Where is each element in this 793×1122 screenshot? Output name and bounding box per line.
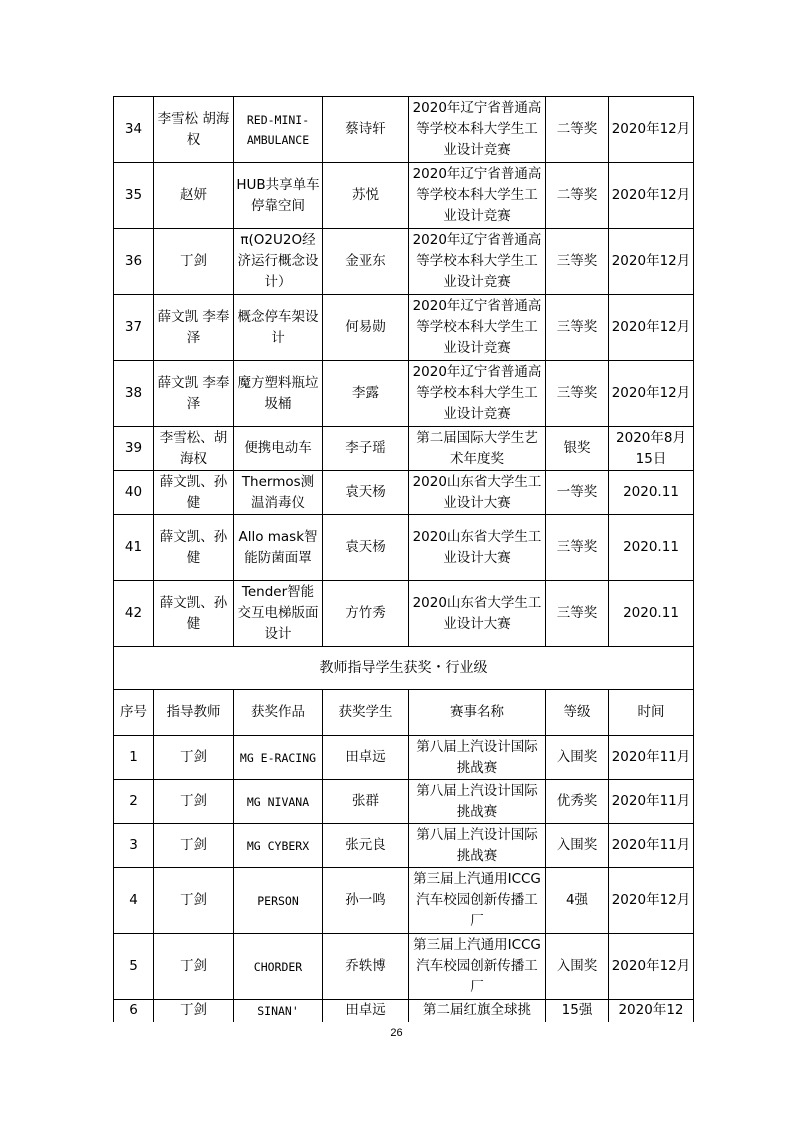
industry-section	[114, 647, 694, 736]
cell-contest: 第八届上汽设计国际挑战赛	[409, 736, 546, 780]
header-time: 时间	[609, 690, 694, 736]
cell-work: 魔方塑料瓶垃圾桶	[234, 361, 323, 427]
cell-student: 孙一鸣	[323, 868, 409, 934]
cell-contest: 2020山东省大学生工业设计大赛	[409, 471, 546, 515]
cell-contest: 2020年辽宁省普通高等学校本科大学生工业设计竞赛	[409, 163, 546, 229]
cell-teacher: 丁剑	[154, 229, 234, 295]
cell-time: 2020年12月	[609, 361, 694, 427]
table-row	[114, 824, 694, 868]
cell-level: 入围奖	[546, 934, 609, 1000]
header-teacher: 指导教师	[154, 690, 234, 736]
cell-teacher: 丁剑	[154, 780, 234, 824]
cell-time: 2020年12月	[609, 868, 694, 934]
cell-teacher: 丁剑	[154, 868, 234, 934]
cell-time: 2020年8月15日	[609, 427, 694, 471]
cell-student: 李露	[323, 361, 409, 427]
cell-work: PERSON	[234, 868, 323, 934]
table-row	[114, 229, 694, 295]
table-row	[114, 471, 694, 515]
cell-contest: 2020年辽宁省普通高等学校本科大学生工业设计竞赛	[409, 229, 546, 295]
cell-student: 方竹秀	[323, 581, 409, 647]
cell-no: 6	[114, 1000, 154, 1022]
cell-level: 二等奖	[546, 97, 609, 163]
cell-work: 便携电动车	[234, 427, 323, 471]
table-row	[114, 934, 694, 1000]
cell-student: 袁天杨	[323, 515, 409, 581]
table-row	[114, 868, 694, 934]
table-row	[114, 1000, 694, 1022]
cell-teacher: 薛文凯 李奉泽	[154, 295, 234, 361]
table-row	[114, 780, 694, 824]
cell-level: 三等奖	[546, 515, 609, 581]
header-contest: 赛事名称	[409, 690, 546, 736]
cell-contest: 第三届上汽通用ICCG汽车校园创新传播工厂	[409, 934, 546, 1000]
cell-level: 入围奖	[546, 824, 609, 868]
cell-level: 三等奖	[546, 361, 609, 427]
awards-table-page	[113, 96, 693, 1022]
cell-contest: 第八届上汽设计国际挑战赛	[409, 780, 546, 824]
cell-teacher: 薛文凯、孙健	[154, 515, 234, 581]
cell-no: 36	[114, 229, 154, 295]
cell-time: 2020年12月	[609, 934, 694, 1000]
cell-student: 田卓远	[323, 1000, 409, 1022]
table-row	[114, 97, 694, 163]
table-row	[114, 515, 694, 581]
cell-work: Tender智能交互电梯版面设计	[234, 581, 323, 647]
cell-no: 38	[114, 361, 154, 427]
table-row	[114, 163, 694, 229]
cell-time: 2020.11	[609, 581, 694, 647]
section-title: 教师指导学生获奖・行业级	[114, 647, 694, 690]
cell-time: 2020.11	[609, 471, 694, 515]
cell-teacher: 薛文凯 李奉泽	[154, 361, 234, 427]
cell-work: HUB共享单车停靠空间	[234, 163, 323, 229]
cell-contest: 第二届红旗全球挑	[409, 1000, 546, 1022]
header-row	[114, 690, 694, 736]
cell-time: 2020年12	[609, 1000, 694, 1022]
cell-student: 袁天杨	[323, 471, 409, 515]
cell-student: 田卓远	[323, 736, 409, 780]
cell-contest: 2020年辽宁省普通高等学校本科大学生工业设计竞赛	[409, 97, 546, 163]
table-row	[114, 295, 694, 361]
cell-time: 2020年12月	[609, 229, 694, 295]
cell-no: 34	[114, 97, 154, 163]
cell-teacher: 赵妍	[154, 163, 234, 229]
cell-no: 4	[114, 868, 154, 934]
table-row	[114, 427, 694, 471]
cell-work: Thermos测温消毒仪	[234, 471, 323, 515]
cell-teacher: 李雪松、胡海权	[154, 427, 234, 471]
cell-no: 37	[114, 295, 154, 361]
cell-student: 张群	[323, 780, 409, 824]
header-no: 序号	[114, 690, 154, 736]
cell-teacher: 李雪松 胡海权	[154, 97, 234, 163]
cell-work: Allo mask智能防菌面罩	[234, 515, 323, 581]
header-work: 获奖作品	[234, 690, 323, 736]
cell-level: 三等奖	[546, 229, 609, 295]
header-student: 获奖学生	[323, 690, 409, 736]
page-number: 26	[390, 1027, 403, 1039]
cell-level: 15强	[546, 1000, 609, 1022]
cell-level: 优秀奖	[546, 780, 609, 824]
cell-student: 蔡诗轩	[323, 97, 409, 163]
cell-work: π(O2U2O经济运行概念设计）	[234, 229, 323, 295]
cell-no: 3	[114, 824, 154, 868]
awards-table	[113, 96, 694, 1022]
table-row	[114, 581, 694, 647]
cell-no: 41	[114, 515, 154, 581]
cell-level: 二等奖	[546, 163, 609, 229]
cell-work: MG CYBERX	[234, 824, 323, 868]
header-level: 等级	[546, 690, 609, 736]
cell-teacher: 丁剑	[154, 934, 234, 1000]
cell-time: 2020.11	[609, 515, 694, 581]
cell-teacher: 丁剑	[154, 1000, 234, 1022]
table-row	[114, 361, 694, 427]
cell-no: 35	[114, 163, 154, 229]
cell-level: 入围奖	[546, 736, 609, 780]
cell-contest: 2020年辽宁省普通高等学校本科大学生工业设计竞赛	[409, 361, 546, 427]
cell-contest: 2020山东省大学生工业设计大赛	[409, 581, 546, 647]
cell-contest: 第三届上汽通用ICCG汽车校园创新传播工厂	[409, 868, 546, 934]
cell-no: 42	[114, 581, 154, 647]
cell-level: 三等奖	[546, 295, 609, 361]
cell-no: 1	[114, 736, 154, 780]
provincial-awards-rows	[114, 97, 694, 647]
table-row	[114, 736, 694, 780]
cell-time: 2020年12月	[609, 295, 694, 361]
cell-level: 一等奖	[546, 471, 609, 515]
cell-student: 乔轶博	[323, 934, 409, 1000]
cell-level: 三等奖	[546, 581, 609, 647]
cell-work: 概念停车架设计	[234, 295, 323, 361]
cell-work: RED-MINI-AMBULANCE	[234, 97, 323, 163]
cell-teacher: 丁剑	[154, 736, 234, 780]
cell-contest: 第八届上汽设计国际挑战赛	[409, 824, 546, 868]
cell-time: 2020年11月	[609, 824, 694, 868]
cell-work: CHORDER	[234, 934, 323, 1000]
cell-time: 2020年11月	[609, 780, 694, 824]
cell-no: 39	[114, 427, 154, 471]
cell-student: 苏悦	[323, 163, 409, 229]
cell-work: MG E-RACING	[234, 736, 323, 780]
cell-contest: 2020山东省大学生工业设计大赛	[409, 515, 546, 581]
industry-awards-rows	[114, 736, 694, 1022]
cell-time: 2020年12月	[609, 163, 694, 229]
cell-teacher: 薛文凯、孙健	[154, 471, 234, 515]
cell-teacher: 薛文凯、孙健	[154, 581, 234, 647]
cell-contest: 第二届国际大学生艺术年度奖	[409, 427, 546, 471]
cell-time: 2020年11月	[609, 736, 694, 780]
cell-time: 2020年12月	[609, 97, 694, 163]
cell-level: 银奖	[546, 427, 609, 471]
cell-no: 2	[114, 780, 154, 824]
cell-student: 张元良	[323, 824, 409, 868]
cell-work: SINAN'	[234, 1000, 323, 1022]
cell-student: 何易勋	[323, 295, 409, 361]
cell-student: 金亚东	[323, 229, 409, 295]
cell-contest: 2020年辽宁省普通高等学校本科大学生工业设计竞赛	[409, 295, 546, 361]
cell-student: 李子瑶	[323, 427, 409, 471]
cell-work: MG NIVANA	[234, 780, 323, 824]
cell-teacher: 丁剑	[154, 824, 234, 868]
cell-level: 4强	[546, 868, 609, 934]
cell-no: 5	[114, 934, 154, 1000]
cell-no: 40	[114, 471, 154, 515]
